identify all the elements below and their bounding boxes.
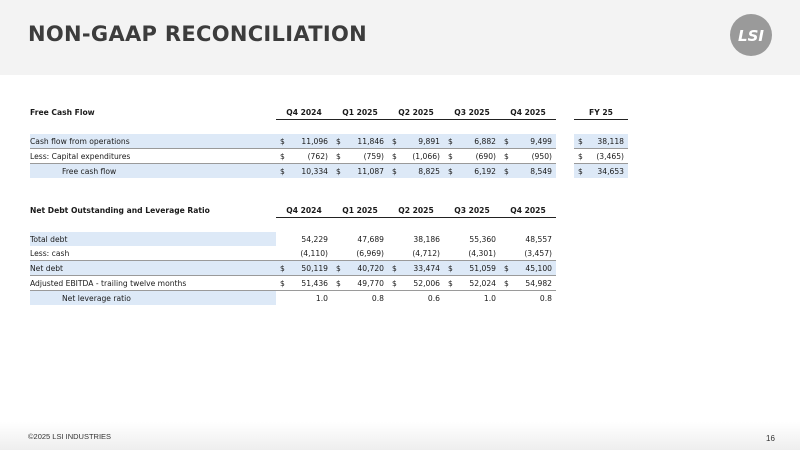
debt-col-header: Q4 2025 <box>500 203 556 218</box>
cell-value: (690) <box>456 149 500 164</box>
cell-value: 9,891 <box>400 134 444 149</box>
table-row: Adjusted EBITDA - trailing twelve months $ 51,436 $ 49,770 $ 52,006 $ 52,024 $ 54,982 <box>30 276 556 291</box>
cell-value: 45,100 <box>512 261 556 276</box>
cell-value: 6,192 <box>456 164 500 179</box>
page-title: NON-GAAP RECONCILIATION <box>28 22 368 46</box>
cell-value: 0.8 <box>371 293 384 303</box>
fcf-col-header: Q1 2025 <box>332 105 388 120</box>
cell-value: 51,059 <box>456 261 500 276</box>
net-debt-table <box>30 203 556 305</box>
svg-text:LSI: LSI <box>738 27 764 45</box>
cell-value: 8,825 <box>400 164 444 179</box>
cell-value: 6,882 <box>456 134 500 149</box>
row-label: Total debt <box>30 232 276 246</box>
cell-value: 8,549 <box>512 164 556 179</box>
cell-value: (6,969) <box>332 246 388 261</box>
row-label: Less: cash <box>30 246 276 261</box>
cell-value: 55,360 <box>469 234 496 244</box>
table-row <box>30 246 556 261</box>
debt-col-header: Q4 2024 <box>276 203 332 218</box>
cell-value: 0.6 <box>427 293 440 303</box>
cell-value: 1.0 <box>315 293 328 303</box>
debt-section-title: Net Debt Outstanding and Leverage Ratio <box>30 205 210 215</box>
table-row: Cash flow from operations $ 11,096 $ 11,846 $ 9,891 $ 6,882 $ 9,499 $ 38,118 <box>30 134 628 149</box>
cell-value: 49,770 <box>344 276 388 291</box>
cell-value: 48,557 <box>525 234 552 244</box>
cell-value: 50,119 <box>288 261 332 276</box>
cell-value: 1.0 <box>483 293 496 303</box>
row-label: Less: Capital expenditures <box>30 149 276 164</box>
table-row <box>30 232 556 246</box>
cell-value: 11,096 <box>288 134 332 149</box>
cell-value-fy: (3,465) <box>586 149 628 164</box>
cell-value: (4,110) <box>276 246 332 261</box>
table-row: Free cash flow $ 10,334 $ 11,087 $ 8,825 $ 6,192 $ 8,549 $ 34,653 <box>30 164 628 179</box>
fcf-header-row <box>30 105 628 120</box>
row-label: Free cash flow <box>30 164 276 179</box>
debt-header-row <box>30 203 556 218</box>
table-row: Less: Capital expenditures $ (762) $ (759) $ (1,066) $ (690) $ (950) $ (3,465) <box>30 149 628 164</box>
cell-value: 38,186 <box>413 234 440 244</box>
cell-value-fy: 38,118 <box>586 134 628 149</box>
cell-value: 47,689 <box>357 234 384 244</box>
debt-col-header: Q3 2025 <box>444 203 500 218</box>
cell-value: 51,436 <box>288 276 332 291</box>
cell-value: 9,499 <box>512 134 556 149</box>
cell-value: 11,087 <box>344 164 388 179</box>
table-row: Net debt $ 50,119 $ 40,720 $ 33,474 $ 51,059 $ 45,100 <box>30 261 556 276</box>
row-label: Cash flow from operations <box>30 134 276 149</box>
fcf-col-header: Q4 2024 <box>276 105 332 120</box>
fcf-col-header: Q2 2025 <box>388 105 444 120</box>
cell-value: 40,720 <box>344 261 388 276</box>
cell-value: 11,846 <box>344 134 388 149</box>
debt-col-header: Q2 2025 <box>388 203 444 218</box>
page-number: 16 <box>766 434 775 443</box>
footer-band <box>0 422 800 450</box>
fcf-col-header: Q4 2025 <box>500 105 556 120</box>
cell-value-fy: 34,653 <box>586 164 628 179</box>
cell-value: 10,334 <box>288 164 332 179</box>
cell-value: (4,301) <box>444 246 500 261</box>
cell-value: (4,712) <box>388 246 444 261</box>
cell-value: 54,229 <box>301 234 328 244</box>
copyright-text: ©2025 LSI INDUSTRIES <box>28 432 112 441</box>
fcf-fy-header: FY 25 <box>574 105 628 120</box>
cell-value: 52,006 <box>400 276 444 291</box>
cell-value: (759) <box>344 149 388 164</box>
lsi-logo-icon <box>730 14 772 56</box>
debt-col-header: Q1 2025 <box>332 203 388 218</box>
row-label: Net debt <box>30 261 276 276</box>
table-row <box>30 291 556 306</box>
row-label: Adjusted EBITDA - trailing twelve months <box>30 276 276 291</box>
row-label: Net leverage ratio <box>30 291 276 306</box>
cell-value: (950) <box>512 149 556 164</box>
fcf-section-title: Free Cash Flow <box>30 107 95 117</box>
cell-value: (3,457) <box>500 246 556 261</box>
cell-value: 54,982 <box>512 276 556 291</box>
cell-value: (1,066) <box>400 149 444 164</box>
cell-value: 52,024 <box>456 276 500 291</box>
cell-value: 33,474 <box>400 261 444 276</box>
free-cash-flow-table <box>30 105 628 178</box>
fcf-col-header: Q3 2025 <box>444 105 500 120</box>
cell-value: (762) <box>288 149 332 164</box>
cell-value: 0.8 <box>539 293 552 303</box>
